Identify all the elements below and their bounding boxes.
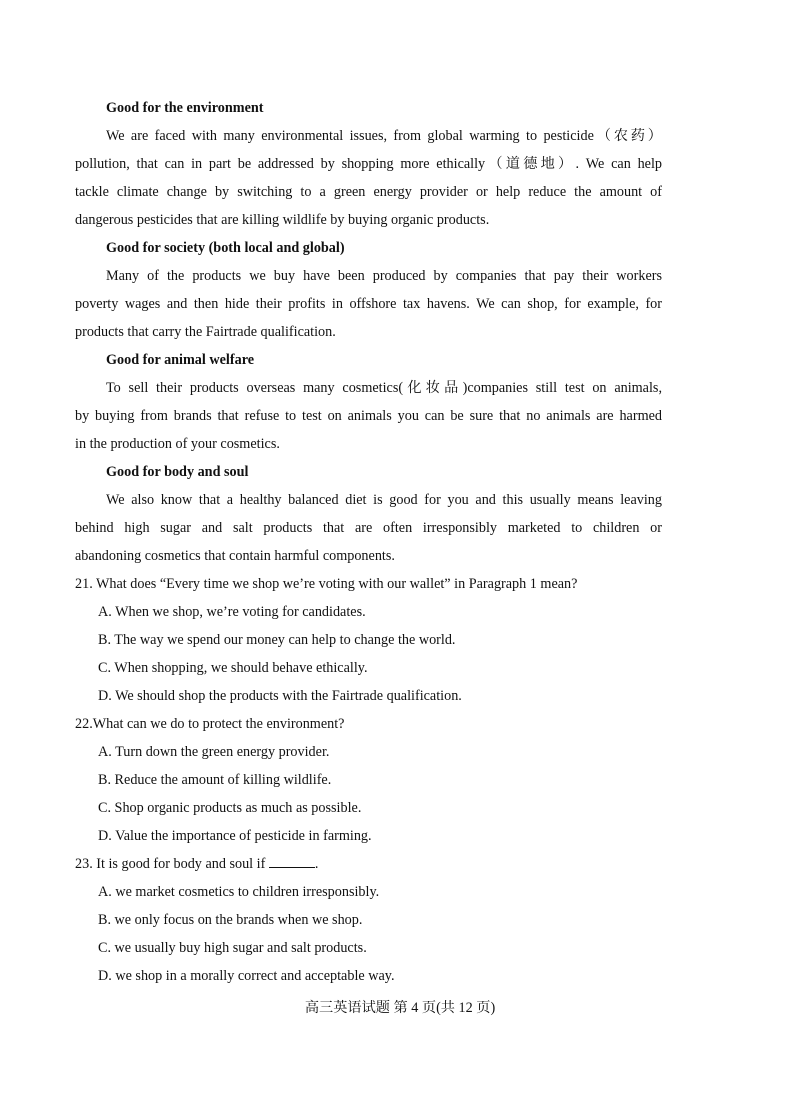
paragraph-line: poverty wages and then hide their profits in offshore tax havens. We can shop, for example, for [75,296,662,312]
paragraph-line: To sell their products overseas many cosmetics(化妆品)companies still test on animals, [106,380,662,396]
paragraph-line: behind high sugar and salt products that are often irresponsibly marketed to children or [75,520,662,536]
section-heading-animal-welfare: Good for animal welfare [106,352,255,368]
question-23-option-a: A. we market cosmetics to children irresponsibly. [98,884,380,900]
question-23-option-c: C. we usually buy high sugar and salt products. [98,940,367,956]
paragraph-line: tackle climate change by switching to a green energy provider or help reduce the amount of [75,184,662,200]
question-23-stem [75,850,662,878]
paragraph-line: We are faced with many environmental issues, from global warming to pesticide（农药） [106,128,662,144]
question-23-stem-end: . [314,856,319,872]
answer-blank [269,853,315,868]
paragraph-line: We also know that a healthy balanced diet is good for you and this usually means leaving [106,492,662,508]
question-22-option-a: A. Turn down the green energy provider. [98,744,330,760]
question-22-option-b: B. Reduce the amount of killing wildlife. [98,772,332,788]
paragraph-line: abandoning cosmetics that contain harmful components. [75,548,395,564]
question-22-stem: 22.What can we do to protect the environment? [75,716,345,732]
question-21-option-b: B. The way we spend our money can help to change the world. [98,632,456,648]
question-21-option-c: C. When shopping, we should behave ethically. [98,660,368,676]
question-21-option-a: A. When we shop, we’re voting for candidates. [98,604,366,620]
question-22-option-d: D. Value the importance of pesticide in farming. [98,828,372,844]
paragraph-line: Many of the products we buy have been produced by companies that pay their workers [106,268,662,284]
question-23-option-b: B. we only focus on the brands when we shop. [98,912,363,928]
paragraph-line: products that carry the Fairtrade qualification. [75,324,336,340]
exam-page-body [75,94,662,990]
paragraph-line: in the production of your cosmetics. [75,436,280,452]
question-23-stem-text: 23. It is good for body and soul if [75,856,269,872]
paragraph-line: dangerous pesticides that are killing wildlife by buying organic products. [75,212,490,228]
section-heading-environment: Good for the environment [106,100,264,116]
question-23-option-d: D. we shop in a morally correct and acceptable way. [98,968,395,984]
question-21-stem: 21. What does “Every time we shop we’re voting with our wallet” in Paragraph 1 mean? [75,576,578,592]
paragraph-line: pollution, that can in part be addressed by shopping more ethically（道德地）. We can help [75,156,662,172]
section-heading-society: Good for society (both local and global) [106,240,345,256]
section-heading-body-soul: Good for body and soul [106,464,249,480]
question-21-option-d: D. We should shop the products with the Fairtrade qualification. [98,688,462,704]
question-22-option-c: C. Shop organic products as much as possible. [98,800,362,816]
paragraph-line: by buying from brands that refuse to test on animals you can be sure that no animals are harmed [75,408,662,424]
page-footer: 高三英语试题 第 4 页(共 12 页) [304,1000,496,1016]
